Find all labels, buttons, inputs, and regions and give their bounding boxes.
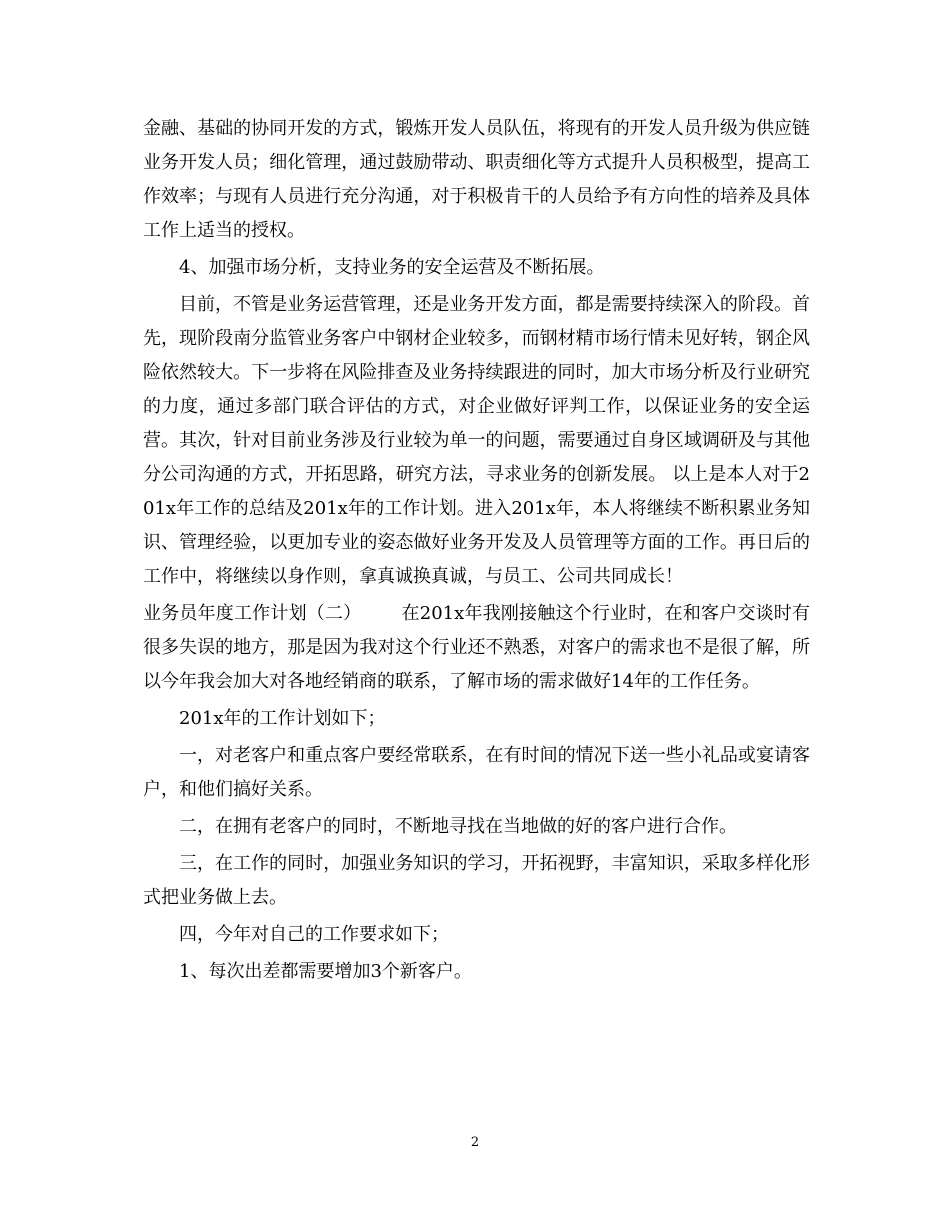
- paragraph-6: 一，对老客户和重点客户要经常联系，在有时间的情况下送一些小礼品或宴请客户，和他们搞好关系。: [143, 745, 810, 800]
- document-body: [143, 112, 810, 992]
- paragraph-9: 四，今年对自己的工作要求如下；: [179, 924, 449, 945]
- paragraph-7: 二，在拥有老客户的同时，不断地寻找在当地做的好的客户进行合作。: [179, 816, 737, 837]
- paragraph-4-text: 在201x年我刚接触这个行业时，在和客户交谈时有很多失误的地方，那是因为我对这个行业还不熟悉，对客户的需求也不是很了解，所以今年我会加大对各地经销商的联系，了解市场的需求做好14年的工作任务。: [143, 603, 810, 692]
- paragraph-5: 201x年的工作计划如下；: [179, 708, 386, 729]
- page-number: 2: [470, 1135, 480, 1150]
- paragraph-1: 金融、基础的协同开发的方式，锻炼开发人员队伍，将现有的开发人员升级为供应链业务开发人员；细化管理，通过鼓励带动、职责细化等方式提升人员积极型，提高工作效率；与现有人员进行充分沟通，对于积极肯干的人员给予有方向性的培养及具体工作上适当的授权。: [143, 118, 810, 241]
- paragraph-2: 4、加强市场分析，支持业务的安全运营及不断拓展。: [179, 257, 605, 278]
- paragraph-10: 1、每次出差都需要增加3个新客户。: [179, 961, 472, 982]
- paragraph-8: 三，在工作的同时，加强业务知识的学习，开拓视野，丰富知识，采取多样化形式把业务做上去。: [143, 853, 810, 908]
- paragraph-3: 目前，不管是业务运营管理，还是业务开发方面，都是需要持续深入的阶段。首先，现阶段南分监管业务客户中钢材企业较多，而钢材精市场行情未见好转，钢企风险依然较大。下一步将在风险排查及业务持续跟进的同时，加大市场分析及行业研究的力度，通过多部门联合评估的方式，对企业做好评判工作，以保证业务的安全运营。其次，针对目前业务涉及行业较为单一的问题，需要通过自身区域调研及与其他分公司沟通的方式，开拓思路，研究方法，寻求业务的创新发展。 以上是本人对于201x年工作的总结及201x年的工作计划。进入201x年，本人将继续不断积累业务知识、管理经验，以更加专业的姿态做好业务开发及人员管理等方面的工作。再日后的工作中，将继续以身作则，拿真诚换真诚，与员工、公司共同成长！: [143, 294, 810, 587]
- paragraph-4: [143, 597, 810, 699]
- section-heading: 业务员年度工作计划（二）: [143, 603, 362, 624]
